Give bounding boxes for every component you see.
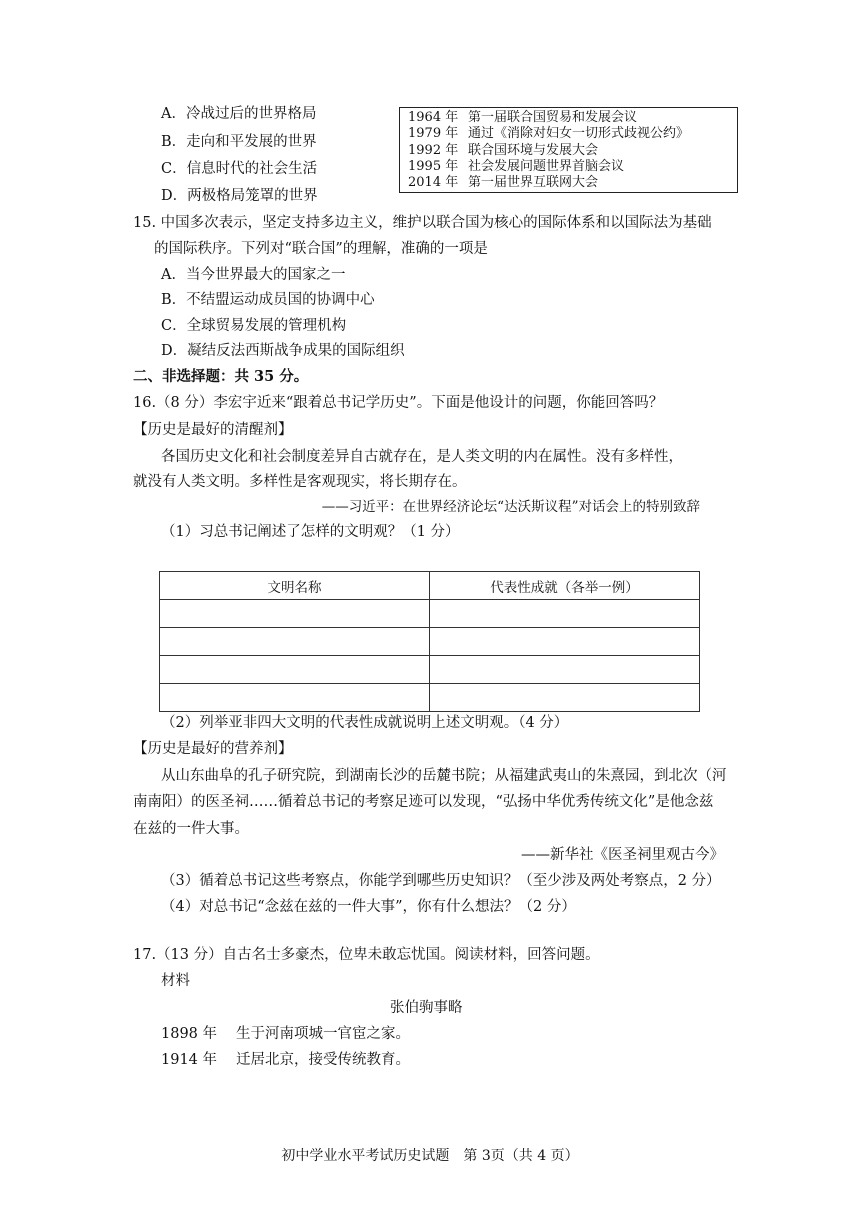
q16-source2: ——新华社《医圣祠里观古今》	[521, 847, 724, 863]
q16-heading-2: 【历史是最好的营养剂】	[133, 741, 293, 757]
q17-material-title: 张伯驹事略	[390, 1000, 463, 1016]
table-header-civ-name: 文明名称	[160, 572, 430, 600]
table-cell[interactable]	[430, 684, 700, 712]
q16-sub2: （2）列举亚非四大文明的代表性成就说明上述文明观。（4 分）	[161, 715, 569, 731]
q16-quote2-line2: 南南阳）的医圣祠……循着总书记的考察足迹可以发现，“弘扬中华优秀传统文化”是他念兹	[133, 794, 714, 810]
q17-row-text: 生于河南项城一官宦之家。	[236, 1026, 410, 1042]
q14-timeline-row: 1964 年 第一届联合国贸易和发展会议	[408, 110, 638, 125]
section-heading: 二、非选择题：共 35 分。	[133, 368, 309, 385]
q14-option-b: B．走向和平发展的世界	[161, 134, 317, 150]
table-header-row	[160, 572, 700, 600]
table-row	[160, 600, 700, 628]
q14-option-d: D．两极格局笼罩的世界	[161, 188, 318, 204]
q14-timeline-row: 1992 年 联合国环境与发展大会	[408, 142, 599, 158]
table-cell[interactable]	[160, 684, 430, 712]
q17-stem: 17.（13 分）自古名士多豪杰，位卑未敢忘忧国。阅读材料，回答问题。	[133, 947, 600, 963]
q15-option-b: B．不结盟运动成员国的协调中心	[161, 292, 375, 308]
civilization-table	[159, 571, 700, 712]
table-cell[interactable]	[430, 656, 700, 684]
q16-sub1: （1）习总书记阐述了怎样的文明观？（1 分）	[161, 524, 460, 540]
q15-stem-line2: 的国际秩序。下列对“联合国”的理解，准确的一项是	[154, 241, 488, 257]
table-cell[interactable]	[160, 628, 430, 656]
q16-stem: 16.（8 分）李宏宇近来“跟着总书记学历史”。下面是他设计的问题，你能回答吗？	[133, 395, 664, 411]
q17-row-year: 1898 年	[161, 1026, 218, 1042]
q15-stem-line1: 15. 中国多次表示，坚定支持多边主义，维护以联合国为核心的国际体系和以国际法为基础	[133, 215, 712, 231]
table-cell[interactable]	[160, 600, 430, 628]
q14-timeline-row: 2014 年 第一届世界互联网大会	[408, 175, 599, 191]
page-footer: 初中学业水平考试历史试题 第 3页（共 4 页）	[281, 1148, 579, 1164]
table-cell[interactable]	[430, 628, 700, 656]
q15-option-d: D．凝结反法西斯战争成果的国际组织	[161, 343, 405, 359]
q16-quote2-line1: 从山东曲阜的孔子研究院，到湖南长沙的岳麓书院；从福建武夷山的朱熹园，到北次（河	[161, 768, 727, 784]
q16-sub3: （3）循着总书记这些考察点，你能学到哪些历史知识？（至少涉及两处考察点，2 分）	[161, 873, 721, 889]
table-header-achievement: 代表性成就（各举一例）	[430, 572, 700, 600]
q14-timeline-row: 1979 年 通过《消除对妇女一切形式歧视公约》	[408, 126, 690, 142]
q16-heading-1: 【历史是最好的清醒剂】	[133, 422, 293, 438]
q16-source1: ——习近平：在世界经济论坛“达沃斯议程”对话会上的特别致辞	[321, 499, 700, 515]
q14-timeline-row: 1995 年 社会发展问题世界首脑会议	[408, 158, 625, 174]
q15-option-a: A．当今世界最大的国家之一	[161, 267, 346, 283]
table-row	[160, 656, 700, 684]
q17-row-year: 1914 年	[161, 1052, 218, 1068]
q16-sub4: （4）对总书记“念兹在兹的一件大事”，你有什么想法？（2 分）	[161, 899, 576, 915]
q17-row-text: 迁居北京，接受传统教育。	[236, 1052, 410, 1068]
table-row	[160, 684, 700, 712]
q14-option-c: C．信息时代的社会生活	[161, 161, 318, 177]
q14-timeline-box	[399, 107, 738, 193]
table-cell[interactable]	[430, 600, 700, 628]
table-cell[interactable]	[160, 656, 430, 684]
q16-quote2-line3: 在兹的一件大事。	[133, 821, 249, 837]
q17-material-label: 材料	[161, 973, 190, 989]
q16-quote1-line1: 各国历史文化和社会制度差异自古就存在，是人类文明的内在属性。没有多样性，	[161, 449, 683, 465]
q16-quote1-line2: 就没有人类文明。多样性是客观现实，将长期存在。	[133, 474, 467, 490]
q14-option-a: A．冷战过后的世界格局	[161, 106, 317, 122]
table-row	[160, 628, 700, 656]
q15-option-c: C．全球贸易发展的管理机构	[161, 318, 347, 334]
